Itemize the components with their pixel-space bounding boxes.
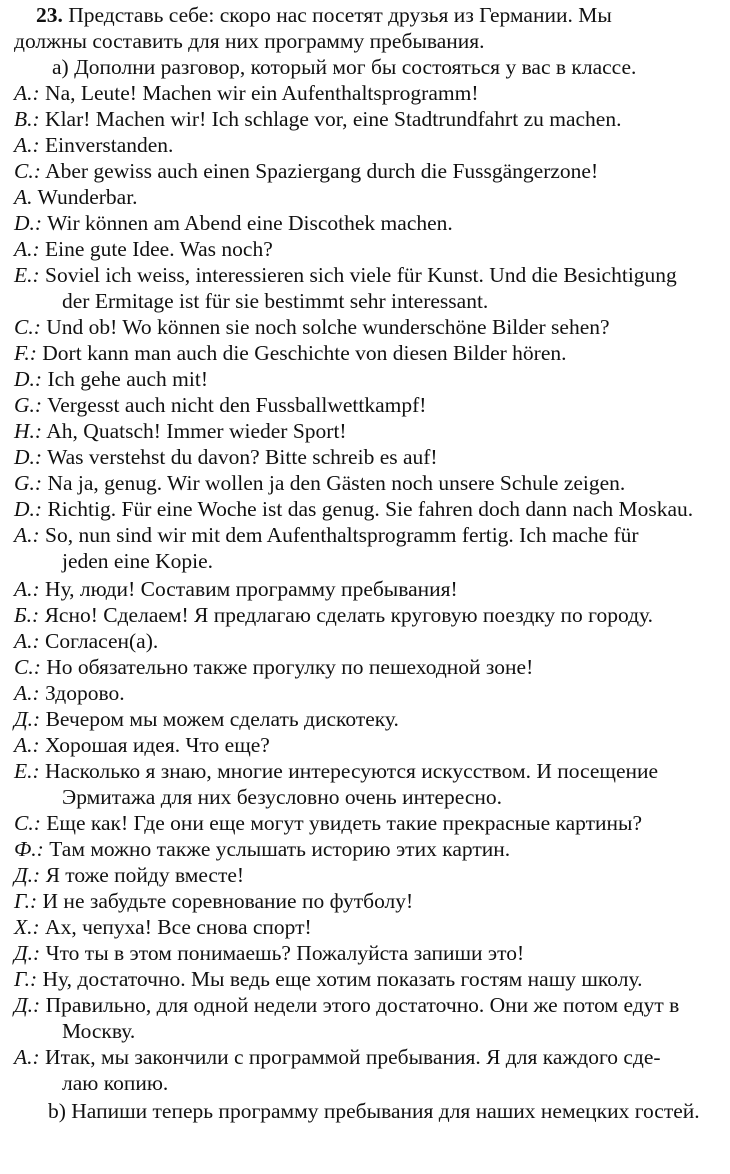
speaker-label: E.: (14, 263, 40, 287)
speaker-label: D.: (14, 497, 43, 521)
speaker-label: G.: (14, 471, 43, 495)
utterance: Ну, люди! Составим программу пребывания! (45, 577, 458, 601)
utterance: Что ты в этом понимаешь? Пожалуйста запиши это! (45, 941, 525, 965)
task-a-instruction: a) Дополни разговор, который мог бы состояться у вас в классе. (52, 55, 637, 79)
speaker-label: B.: (14, 107, 40, 131)
speaker-label: С.: (14, 655, 41, 679)
speaker-label: С.: (14, 811, 41, 835)
dialogue-line (14, 184, 730, 210)
speaker-label: Д.: (14, 863, 41, 887)
dialogue-line (14, 158, 730, 184)
utterance: Здорово. (45, 681, 125, 705)
utterance: Но обязательно также прогулку по пешеходной зоне! (46, 655, 534, 679)
dialogue-line (14, 236, 730, 262)
utterance: Wir können am Abend eine Discothek machen. (47, 211, 453, 235)
dialogue-line (14, 1044, 730, 1070)
utterance: Вечером мы можем сделать дискотеку. (45, 707, 399, 731)
utterance: Согласен(а). (45, 629, 159, 653)
speaker-label: Ф.: (14, 837, 44, 861)
dialogue-line (14, 366, 730, 392)
speaker-label: А.: (14, 629, 40, 653)
speaker-label: D.: (14, 211, 43, 235)
exercise-intro-line2: должны составить для них программу пребывания. (14, 29, 485, 53)
utterance: Итак, мы закончили с программой пребывания. Я для каждого сде- (45, 1045, 661, 1069)
dialogue-continuation: jeden eine Kopie. (62, 549, 214, 573)
utterance: Насколько я знаю, многие интересуются искусством. И посещение (45, 759, 659, 783)
dialogue-line (14, 680, 730, 706)
utterance: Ah, Quatsch! Immer wieder Sport! (46, 419, 347, 443)
utterance: Правильно, для одной недели этого достаточно. Они же потом едут в (45, 993, 680, 1017)
speaker-label: Д.: (14, 707, 41, 731)
dialogue-line (14, 914, 730, 940)
utterance: И не забудьте соревнование по футболу! (42, 889, 414, 913)
speaker-label: Д.: (14, 941, 41, 965)
exercise-heading (36, 2, 730, 28)
dialogue-line (14, 862, 730, 888)
exercise-intro-line1: Представь себе: скоро нас посетят друзья из Германии. Мы (68, 3, 612, 27)
speaker-label: A.: (14, 133, 40, 157)
utterance: Und ob! Wo können sie noch solche wunderschöne Bilder sehen? (46, 315, 610, 339)
speaker-label: C.: (14, 159, 41, 183)
dialogue-line (14, 522, 730, 548)
utterance: Ясно! Сделаем! Я предлагаю сделать круговую поездку по городу. (44, 603, 653, 627)
utterance: Еще как! Где они еще могут увидеть такие прекрасные картины? (46, 811, 643, 835)
speaker-label: А.: (14, 577, 40, 601)
speaker-label: D.: (14, 445, 43, 469)
speaker-label: А.: (14, 733, 40, 757)
utterance: Eine gute Idee. Was noch? (45, 237, 273, 261)
speaker-label: C.: (14, 315, 41, 339)
speaker-label: А.: (14, 681, 40, 705)
utterance: Vergesst auch nicht den Fussballwettkampf! (47, 393, 427, 417)
dialogue-continuation: der Ermitage ist für sie bestimmt sehr interessant. (62, 289, 489, 313)
dialogue-continuation: лаю копию. (62, 1071, 169, 1095)
dialogue-line (14, 732, 730, 758)
speaker-label: Г.: (14, 967, 38, 991)
dialogue-line (14, 940, 730, 966)
speaker-label: D.: (14, 367, 43, 391)
dialogue-line (14, 888, 730, 914)
dialogue-line (14, 444, 730, 470)
utterance: Там можно также услышать историю этих картин. (49, 837, 511, 861)
speaker-label: Д.: (14, 993, 41, 1017)
dialogue-continuation: Москву. (62, 1019, 136, 1043)
speaker-label: A. (14, 185, 33, 209)
speaker-label: F.: (14, 341, 37, 365)
dialogue-line (14, 314, 730, 340)
utterance: So, nun sind wir mit dem Aufenthaltsprogramm fertig. Ich mache für (45, 523, 639, 547)
utterance: Dort kann man auch die Geschichte von diesen Bilder hören. (42, 341, 567, 365)
dialogue-line (14, 810, 730, 836)
dialogue-continuation: Эрмитажа для них безусловно очень интересно. (62, 785, 503, 809)
speaker-label: Х.: (14, 915, 40, 939)
utterance: Na ja, genug. Wir wollen ja den Gästen noch unsere Schule zeigen. (47, 471, 626, 495)
speaker-label: Б.: (14, 603, 40, 627)
dialogue-line (14, 654, 730, 680)
speaker-label: Г.: (14, 889, 38, 913)
dialogue-line (14, 496, 730, 522)
dialogue-line (14, 80, 730, 106)
dialogue-line (14, 106, 730, 132)
dialogue-line (14, 576, 730, 602)
utterance: Soviel ich weiss, interessieren sich viele für Kunst. Und die Besichtigung (45, 263, 677, 287)
utterance: Klar! Machen wir! Ich schlage vor, eine Stadtrundfahrt zu machen. (45, 107, 622, 131)
utterance: Richtig. Für eine Woche ist das genug. Sie fahren doch dann nach Moskau. (47, 497, 694, 521)
dialogue-line (14, 966, 730, 992)
utterance: Хорошая идея. Что еще? (45, 733, 270, 757)
speaker-label: G.: (14, 393, 43, 417)
dialogue-line (14, 340, 730, 366)
speaker-label: A.: (14, 523, 40, 547)
dialogue-line (14, 706, 730, 732)
dialogue-line (14, 262, 730, 288)
speaker-label: Е.: (14, 759, 40, 783)
utterance: Na, Leute! Machen wir ein Aufenthaltsprogramm! (45, 81, 479, 105)
utterance: Ну, достаточно. Мы ведь еще хотим показать гостям нашу школу. (42, 967, 643, 991)
dialogue-line (14, 836, 730, 862)
dialogue-line (14, 628, 730, 654)
speaker-label: А.: (14, 1045, 40, 1069)
dialogue-line (14, 470, 730, 496)
utterance: Wunderbar. (37, 185, 138, 209)
speaker-label: A.: (14, 237, 40, 261)
exercise-number: 23. (36, 3, 63, 27)
dialogue-line (14, 758, 730, 784)
utterance: Aber gewiss auch einen Spaziergang durch die Fussgängerzone! (45, 159, 599, 183)
utterance: Ах, чепуха! Все снова спорт! (45, 915, 312, 939)
speaker-label: H.: (14, 419, 43, 443)
utterance: Was verstehst du davon? Bitte schreib es auf! (47, 445, 438, 469)
dialogue-line (14, 210, 730, 236)
dialogue-line (14, 992, 730, 1018)
task-b-instruction: b) Напиши теперь программу пребывания для наших немецких гостей. (48, 1099, 700, 1123)
utterance: Einverstanden. (45, 133, 174, 157)
dialogue-line (14, 418, 730, 444)
utterance: Я тоже пойду вместе! (45, 863, 245, 887)
dialogue-line (14, 392, 730, 418)
speaker-label: A.: (14, 81, 40, 105)
dialogue-line (14, 602, 730, 628)
dialogue-line (14, 132, 730, 158)
utterance: Ich gehe auch mit! (47, 367, 209, 391)
